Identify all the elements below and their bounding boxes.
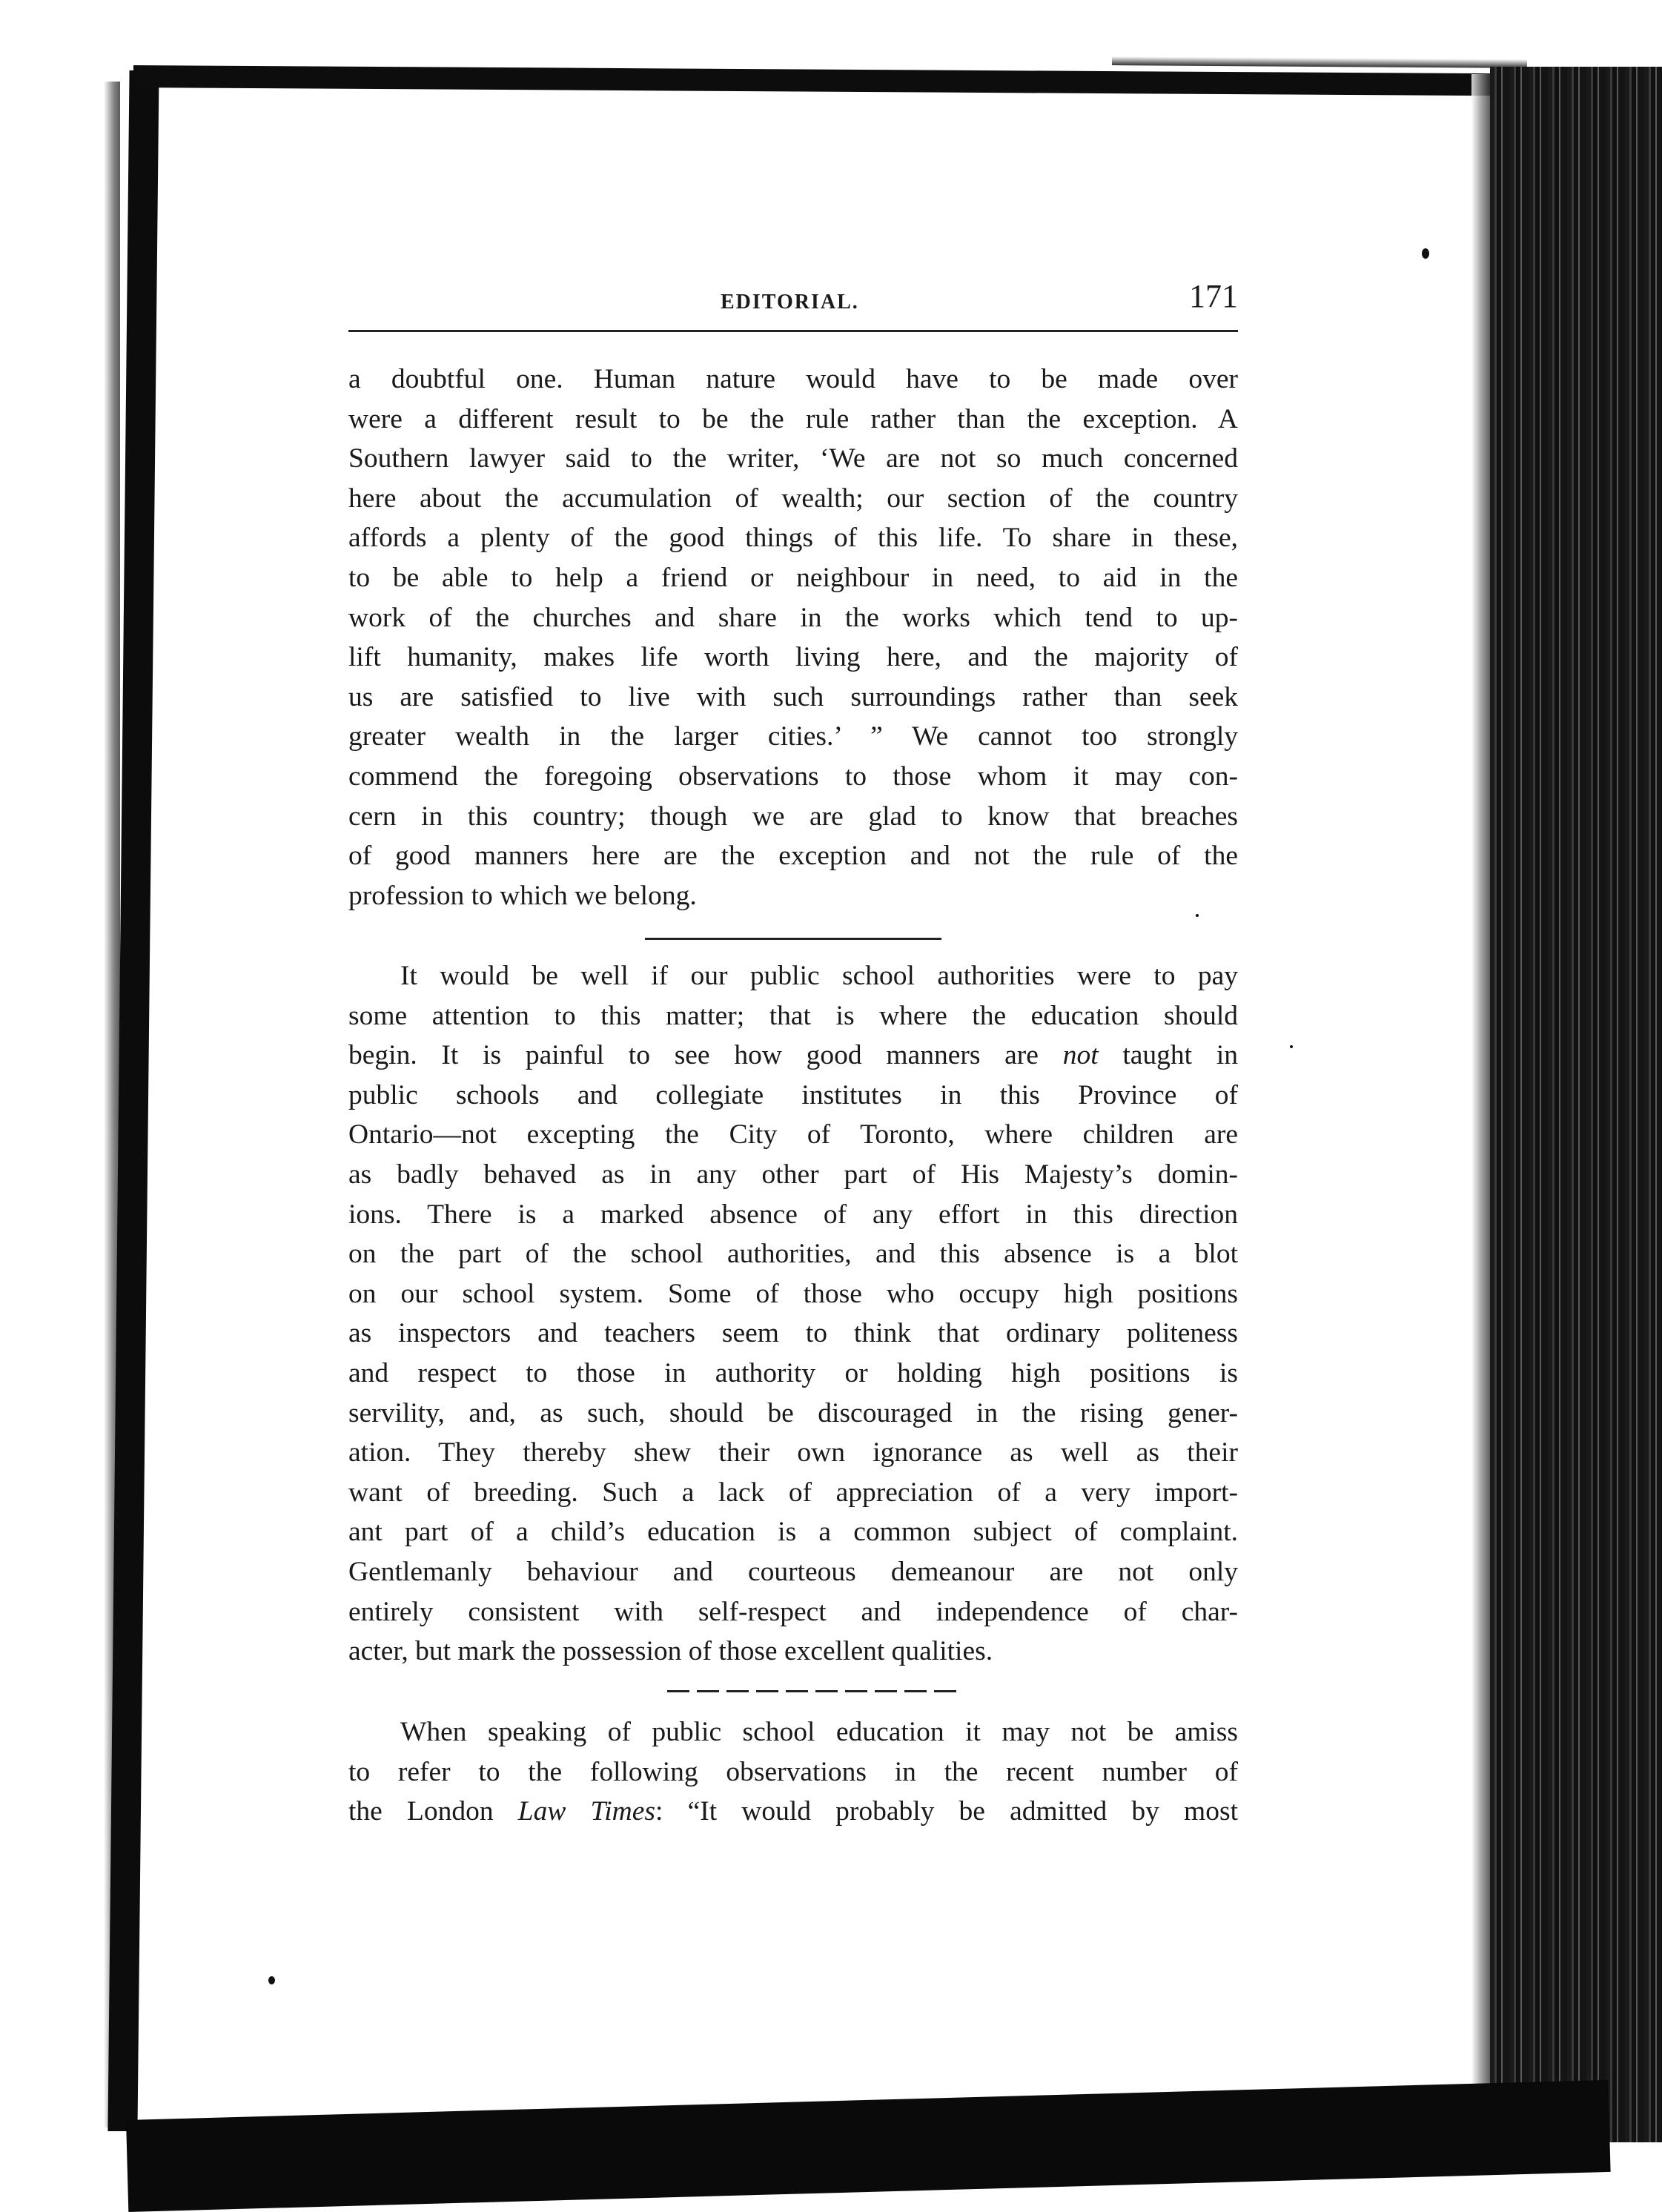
paragraph-3	[348, 1712, 1238, 1832]
text-line: commend the foregoing observations to those whom it may con-	[348, 761, 1238, 792]
text-line: and respect to those in authority or holding high positions is	[348, 1357, 1238, 1388]
book-bottom-edge	[126, 2080, 1611, 2212]
scan-speck	[1422, 248, 1429, 259]
running-head-title: EDITORIAL.	[721, 291, 859, 314]
scan-speck	[1290, 1045, 1293, 1048]
page-number: 171	[1189, 278, 1238, 314]
text-line: acter, but mark the possession of those excellent qualities.	[348, 1636, 993, 1667]
text-line: us are satisfied to live with such surroundings rather than seek	[348, 681, 1238, 712]
header-rule	[348, 330, 1238, 332]
text-line: ions. There is a marked absence of any effort in this direction	[348, 1199, 1238, 1230]
publication-title: Law Times	[517, 1796, 656, 1827]
running-head	[348, 274, 1238, 319]
scan-top-thin-edge	[1112, 56, 1527, 68]
text-line: some attention to this matter; that is where the education should	[348, 1000, 1238, 1031]
text-line: It would be well if our public school authorities were to pay	[400, 961, 1238, 991]
text-line: were a different result to be the rule rather than the exception. A	[348, 403, 1238, 434]
text-line: ation. They thereby shew their own ignorance as well as their	[348, 1437, 1238, 1468]
scan-right-inner-shadow	[1471, 74, 1492, 2090]
text-line: affords a plenty of the good things of this life. To share in these,	[348, 523, 1238, 554]
paragraph-1	[348, 360, 1238, 915]
section-separator	[667, 1690, 956, 1692]
paragraph-2	[348, 956, 1238, 1672]
text-line: work of the churches and share in the works which tend to up-	[348, 602, 1238, 633]
text-line: here about the accumulation of wealth; our section of the country	[348, 483, 1238, 514]
text-line: on our school system. Some of those who occupy high positions	[348, 1278, 1238, 1309]
text-line: as badly behaved as in any other part of His Majesty’s domin-	[348, 1159, 1238, 1190]
text-line: Gentlemanly behaviour and courteous demeanour are not only	[348, 1556, 1238, 1587]
text-line: greater wealth in the larger cities.’ ” We cannot too strongly	[348, 721, 1238, 752]
emphasis-word: not	[1062, 1040, 1099, 1071]
text-line: lift humanity, makes life worth living here, and the majority of	[348, 642, 1238, 673]
text-line: want of breeding. Such a lack of appreciation of a very import-	[348, 1477, 1238, 1508]
text-line: servility, and, as such, should be discouraged in the rising gener-	[348, 1397, 1238, 1428]
text-line: When speaking of public school education it may not be amiss	[400, 1717, 1238, 1747]
text-line: Ontario—not excepting the City of Toronto, where children are	[348, 1119, 1238, 1150]
text-line-with-emphasis	[348, 1036, 1238, 1076]
book-page-stack-right-edge	[1490, 67, 1662, 2142]
section-separator	[645, 938, 941, 940]
text-line: to be able to help a friend or neighbour in need, to aid in the	[348, 562, 1238, 593]
text-line: as inspectors and teachers seem to think that ordinary politeness	[348, 1318, 1238, 1349]
text-line: on the part of the school authorities, and this absence is a blot	[348, 1239, 1238, 1270]
text-segment: : “It would probably be admitted by most	[655, 1796, 1238, 1827]
text-line: ant part of a child’s education is a common subject of complaint.	[348, 1517, 1238, 1548]
scan-speck	[268, 1976, 275, 1984]
text-segment: taught in	[1098, 1040, 1238, 1071]
text-line: a doubtful one. Human nature would have to be made over	[348, 364, 1238, 394]
text-line: public schools and collegiate institutes in this Province of	[348, 1079, 1238, 1110]
text-line: cern in this country; though we are glad to know that breaches	[348, 801, 1238, 832]
text-line: to refer to the following observations in the recent number of	[348, 1756, 1238, 1787]
text-line: profession to which we belong.	[348, 880, 697, 911]
text-line: entirely consistent with self-respect and independence of char-	[348, 1596, 1238, 1627]
text-line: of good manners here are the exception and not the rule of the	[348, 841, 1238, 872]
text-segment: the London	[348, 1796, 518, 1827]
book-top-edge	[133, 65, 1505, 96]
text-segment: begin. It is painful to see how good manners are	[348, 1040, 1063, 1071]
text-line-with-title	[348, 1792, 1238, 1832]
text-line: Southern lawyer said to the writer, ‘We are not so much concerned	[348, 443, 1238, 474]
